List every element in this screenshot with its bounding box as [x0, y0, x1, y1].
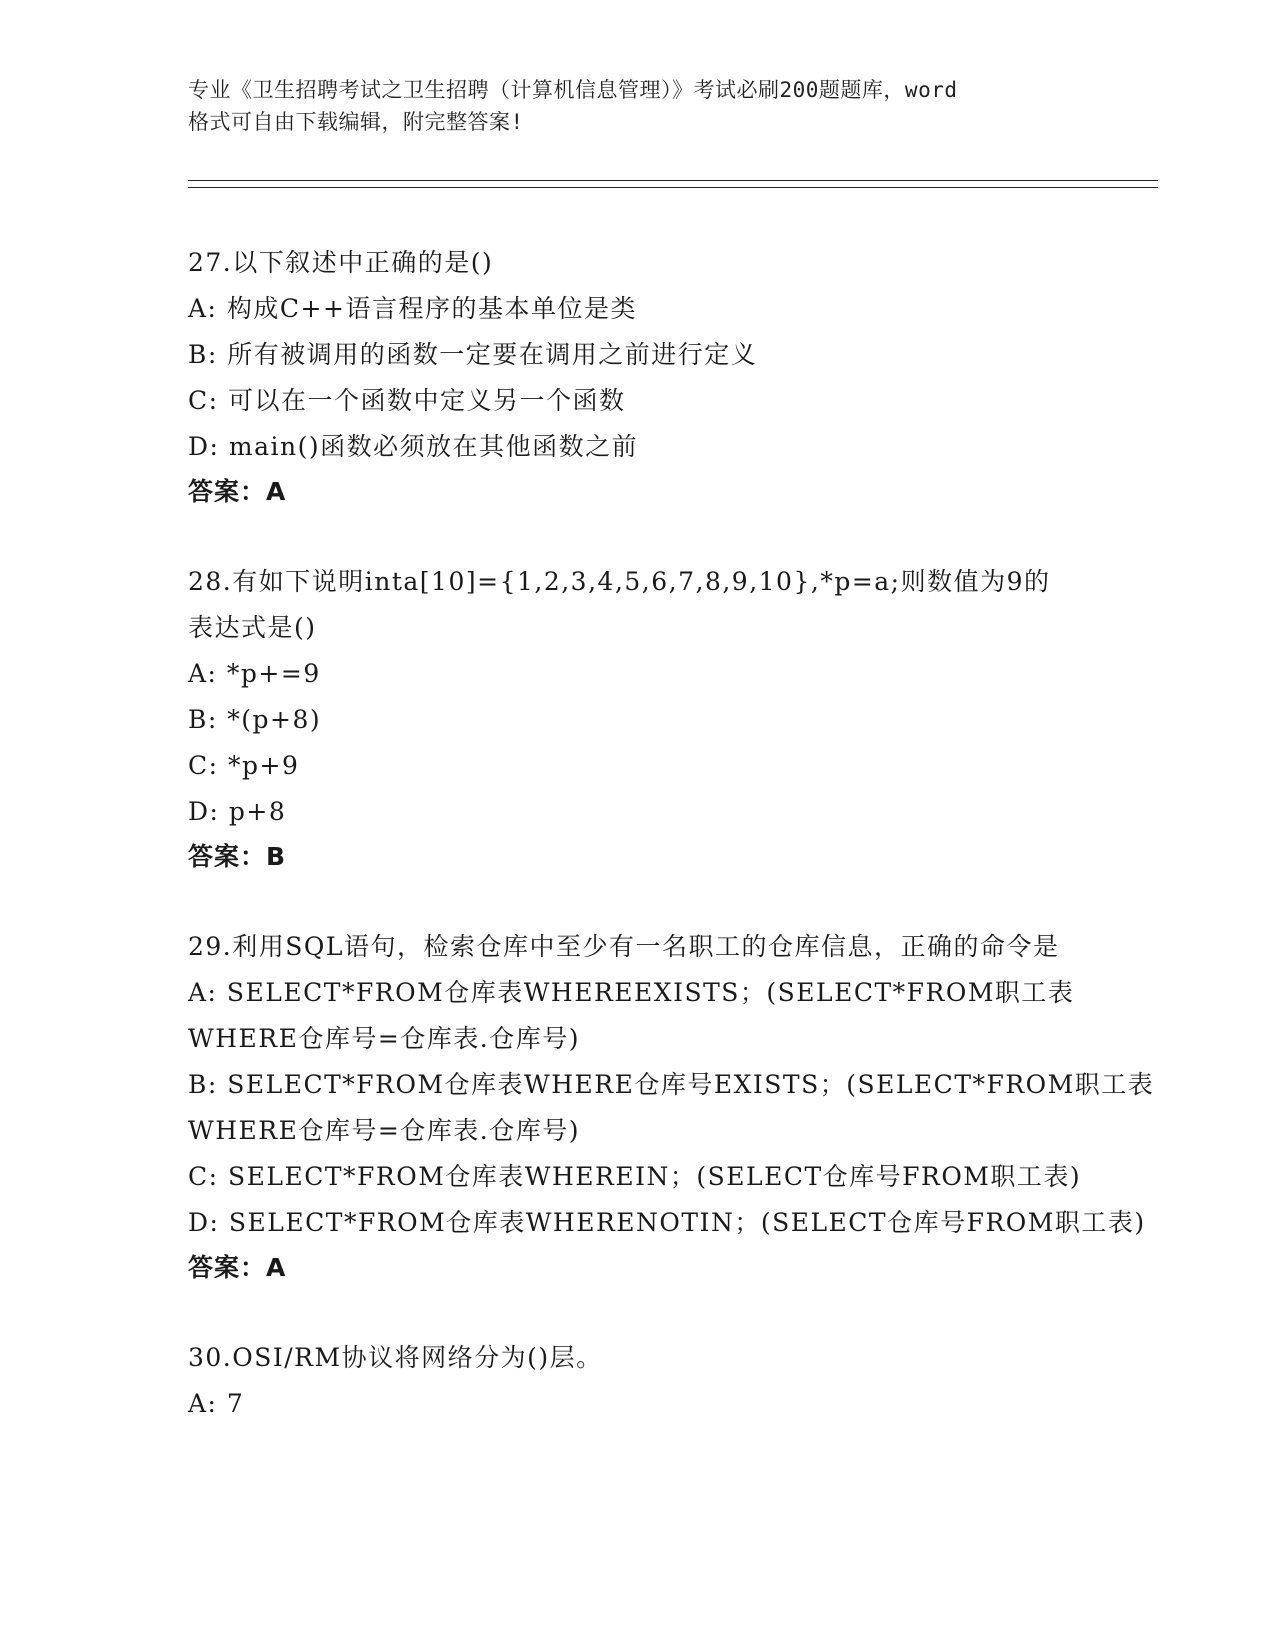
option-c: C: SELECT*FROM仓库表WHEREIN；(SELECT仓库号FROM职工表) — [188, 1162, 1082, 1191]
option-d: D: SELECT*FROM仓库表WHERENOTIN；(SELECT仓库号FROM职工表) — [188, 1208, 1146, 1237]
option-b: B: 所有被调用的函数一定要在调用之前进行定义 — [188, 340, 758, 369]
option-c: C: *p+9 — [188, 751, 300, 780]
question-stem: 30.OSI/RM协议将网络分为()层。 — [188, 1343, 603, 1372]
question-list — [188, 240, 1158, 1427]
question-28 — [188, 559, 1158, 879]
question-30 — [188, 1335, 1158, 1427]
header-double-rule — [188, 180, 1158, 188]
option-b: B: *(p+8) — [188, 705, 322, 734]
answer-line: 答案：A — [188, 1253, 287, 1282]
answer-line: 答案：A — [188, 477, 287, 506]
question-stem: 28.有如下说明inta[10]={1,2,3,4,5,6,7,8,9,10},*p=a;则数值为9的表达式是() — [188, 567, 1051, 642]
question-stem: 29.利用SQL语句，检索仓库中至少有一名职工的仓库信息，正确的命令是 — [188, 932, 1060, 961]
option-a: A: 构成C++语言程序的基本单位是类 — [188, 294, 637, 323]
question-29 — [188, 924, 1158, 1290]
document-page — [188, 74, 1158, 1472]
option-a: A: *p+=9 — [188, 659, 321, 688]
option-d: D: main()函数必须放在其他函数之前 — [188, 432, 639, 461]
option-a: A: 7 — [188, 1389, 245, 1418]
question-27 — [188, 240, 1158, 514]
option-b: B: SELECT*FROM仓库表WHERE仓库号EXISTS；(SELECT*FROM职工表WHERE仓库号=仓库表.仓库号) — [188, 1070, 1155, 1145]
option-c: C: 可以在一个函数中定义另一个函数 — [188, 386, 626, 415]
option-a: A: SELECT*FROM仓库表WHEREEXISTS；(SELECT*FROM职工表WHERE仓库号=仓库表.仓库号) — [188, 978, 1075, 1053]
question-stem: 27.以下叙述中正确的是() — [188, 248, 494, 277]
option-d: D: p+8 — [188, 797, 287, 826]
header-title-line-2: 格式可自由下载编辑，附完整答案! — [188, 110, 524, 134]
header-title-line-1: 专业《卫生招聘考试之卫生招聘（计算机信息管理）》考试必刷200题题库，word — [188, 78, 958, 102]
answer-line: 答案：B — [188, 842, 287, 871]
document-header — [188, 74, 1158, 138]
